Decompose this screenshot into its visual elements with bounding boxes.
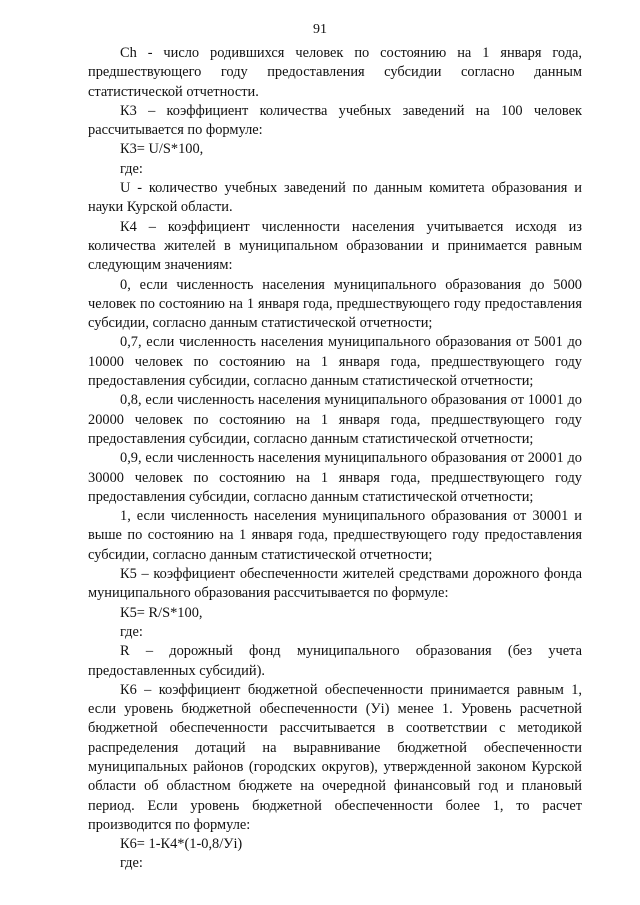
- paragraph-k3-intro: К3 – коэффициент количества учебных заведений на 100 человек рассчитывается по формуле:: [88, 102, 582, 139]
- formula-k3: К3= U/S*100,: [120, 141, 204, 158]
- paragraph-u-definition: U - количество учебных заведений по данным комитета образования и науки Курской области.: [88, 180, 582, 216]
- paragraph-k4-intro: К4 – коэффициент численности населения учитывается исходя из количества жителей в муниципальном образовании и принимается равным следующим значениям:: [88, 218, 582, 274]
- paragraph-ch-definition: Ch - число родившихся человек по состоянию на 1 января года, предшествующего году предоставления субсидии согласно данным статистической отчетности.: [88, 45, 582, 100]
- paragraph-r-definition: R – дорожный фонд муниципального образования (без учета предоставленных субсидий).: [88, 643, 582, 679]
- body-text: [88, 44, 582, 874]
- where-label-1: где:: [120, 160, 143, 177]
- paragraph-k4-value-0: 0, если численность населения муниципального образования до 5000 человек по состоянию на 1 января года, предшествующего году предоставления субсидии, согласно данным статистической отчетности;: [88, 276, 582, 332]
- paragraph-k5-intro: К5 – коэффициент обеспеченности жителей средствами дорожного фонда муниципального образования рассчитывается по формуле:: [88, 566, 582, 602]
- where-label-2: где:: [120, 623, 143, 640]
- paragraph-k6-intro: К6 – коэффициент бюджетной обеспеченности принимается равным 1, если уровень бюджетной обеспеченности (Уi) менее 1. Уровень расчетной бюджетной обеспеченности рассчитывается в соответствии с методикой распределения дотаций на выравнивание бюджетной обеспеченности муниципальных районов (городских округов), утвержденной законом Курской области об областном бюджете на очередной финансовый год и плановый период. Если уровень бюджетной обеспеченности более 1, то расчет производится по формуле:: [88, 681, 582, 833]
- where-label-3: где:: [120, 855, 143, 872]
- formula-k5: К5= R/S*100,: [120, 604, 203, 621]
- formula-k6: К6= 1-К4*(1-0,8/Уi): [120, 836, 243, 853]
- paragraph-k4-value-1: 1, если численность населения муниципального образования от 30001 и выше по состоянию на 1 января года, предшествующего году предоставления субсидии, согласно данным статистической отчетности;: [88, 508, 582, 563]
- paragraph-k4-value-09: 0,9, если численность населения муниципального образования от 20001 до 30000 человек по состоянию на 1 января года, предшествующего году предоставления субсидии, согласно данным статистической отчетности;: [88, 450, 582, 505]
- paragraph-k4-value-07: 0,7, если численность населения муниципального образования от 5001 до 10000 человек по состоянию на 1 января года, предшествующего году предоставления субсидии, согласно данным статистической отчетности;: [88, 334, 582, 390]
- paragraph-k4-value-08: 0,8, если численность населения муниципального образования от 10001 до 20000 человек по состоянию на 1 января года, предшествующего году предоставления субсидии, согласно данным статистической отчетности;: [88, 392, 582, 447]
- page-number: 91: [313, 22, 327, 37]
